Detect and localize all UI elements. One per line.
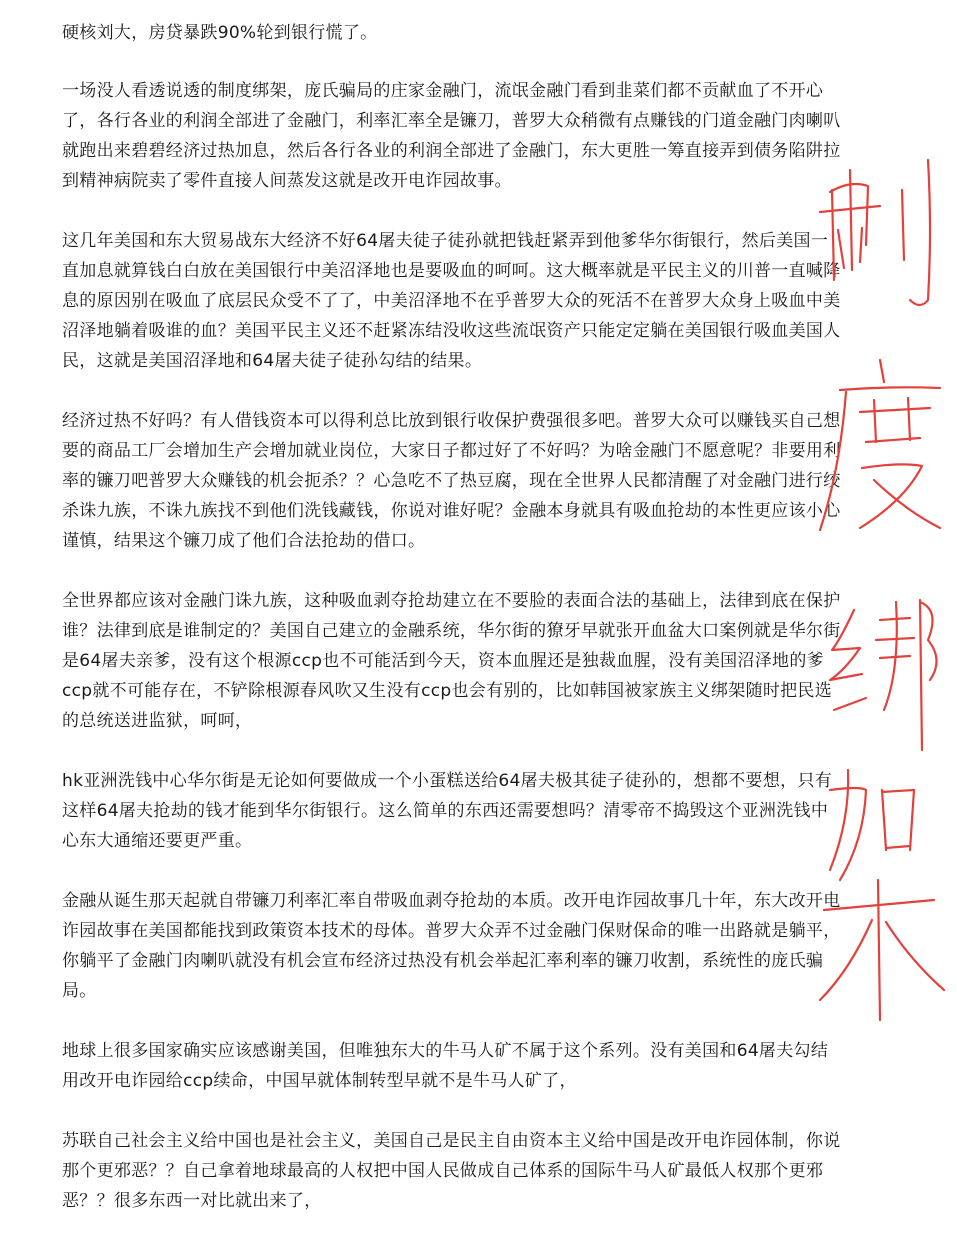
handwritten-annotation	[810, 150, 950, 1030]
handwritten-char-zhi	[820, 160, 930, 305]
article-paragraph: 苏联自己社会主义给中国也是社会主义，美国自己是民主自由资本主义给中国是改开电诈园体制，你说那个更邪恶？？自己拿着地球最高的人权把中国人民做成自己体系的国际牛马人矿最低人权那个更邪恶？？很多东西一对比就出来了，	[62, 1131, 841, 1211]
article-paragraph: hk亚洲洗钱中心华尔街是无论如何要做成一个小蛋糕送给64屠夫极其徒子徒孙的，想都不要想，只有这样64屠夫抢劫的钱才能到华尔街银行。这么简单的东西还需要想吗？清零帝不捣毁这个亚洲洗钱中心东大通缩还要更严重。	[62, 771, 833, 851]
article-paragraph: 一场没人看透说透的制度绑架，庞氏骗局的庄家金融门，流氓金融门看到韭菜们都不贡献血了不开心了，各行各业的利润全部进了金融门，利率汇率全是镰刀，普罗大众稍微有点赚钱的门道金融门肉喇叭就跑出来碧碧经济过热加息，然后各行各业的利润全部进了金融门，东大更胜一筹直接弄到债务陷阱拉到精神病院卖了零件直接人间蒸发这就是改开电诈园故事。	[62, 81, 841, 191]
article-paragraph: 金融从诞生那天起就自带镰刀利率汇率自带吸血剥夺抢劫的本质。改开电诈园故事几十年，东大改开电诈园故事在美国都能找到政策资本技术的母体。普罗大众弄不过金融门保财保命的唯一出路就是躺平，你躺平了金融门肉喇叭就没有机会宣布经济过热没有机会举起汇率利率的镰刀收割，系统性的庞氏骗局。	[62, 891, 841, 1001]
article-paragraph: 这几年美国和东大贸易战东大经济不好64屠夫徒子徒孙就把钱赶紧弄到他爹华尔街银行，然后美国一直加息就算钱白白放在美国银行中美沼泽地也是要吸血的呵呵。这大概率就是平民主义的川普一直喊降息的原因别在吸血了底层民众受不了了，中美沼泽地不在乎普罗大众的死活不在普罗大众身上吸血中美沼泽地躺着吸谁的血？美国平民主义还不赶紧冻结没收这些流氓资产只能定定躺在美国银行吸血美国人民，这就是美国沼泽地和64屠夫徒子徒孙勾结的结果。	[62, 231, 841, 371]
article-paragraph-title: 硬核刘大，房贷暴跌90%轮到银行慌了。	[62, 23, 378, 43]
article-body	[62, 18, 842, 1246]
handwritten-char-du	[820, 360, 940, 530]
article-paragraph: 经济过热不好吗？有人借钱资本可以得利总比放到银行收保护费强很多吧。普罗大众可以赚钱买自己想要的商品工厂会增加生产会增加就业岗位，大家日子都过好了不好吗？为啥金融门不愿意呢？非要用利率的镰刀吧普罗大众赚钱的机会扼杀？？心急吃不了热豆腐，现在全世界人民都清醒了对金融门进行绞杀诛九族，不诛九族找不到他们洗钱藏钱，你说对谁好呢？金融本身就具有吸血抢劫的本性更应该小心谨慎，结果这个镰刀成了他们合法抢劫的借口。	[62, 411, 841, 551]
article-paragraph: 地球上很多国家确实应该感谢美国，但唯独东大的牛马人矿不属于这个系列。没有美国和64屠夫勾结用改开电诈园给ccp续命，中国早就体制转型早就不是牛马人矿了，	[62, 1041, 829, 1091]
handwritten-char-bang	[830, 600, 937, 750]
article-paragraph: 全世界都应该对金融门诛九族，这种吸血剥夺抢劫建立在不要脸的表面合法的基础上，法律到底在保护谁？法律到底是谁制定的？美国自己建立的金融系统，华尔街的獠牙早就张开血盆大口案例就是华尔街是64屠夫亲爹，没有这个根源ccp也不可能活到今天，资本血腥还是独裁血腥，没有美国沼泽地的爹ccp就不可能存在，不铲除根源春风吹又生没有ccp也会有别的，比如韩国被家族主义绑架随时把民选的总统送进监狱，呵呵，	[62, 591, 841, 731]
handwritten-char-jia	[820, 770, 944, 1020]
